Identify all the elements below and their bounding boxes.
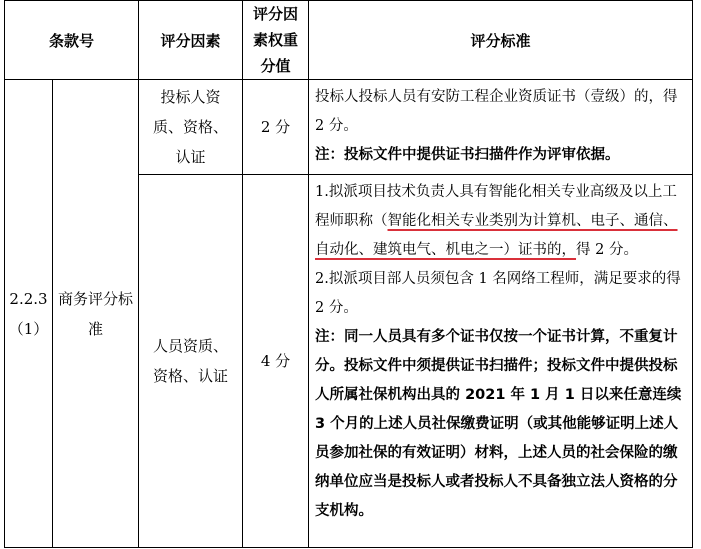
standard-cell bbox=[309, 80, 693, 175]
header-factor: 评分因素 bbox=[139, 1, 243, 80]
clause-number: 2.2.3 bbox=[9, 289, 48, 308]
header-clause-no: 条款号 bbox=[5, 1, 139, 80]
item1-tail: 得 2 分。 bbox=[576, 242, 638, 258]
factor-label: 人员资质、资格、认证 bbox=[153, 337, 229, 385]
table-row bbox=[5, 80, 693, 175]
item1-plain: 1.拟派项目技术负责人具有智能化相关专业高级及以上工程师职称（ bbox=[315, 184, 677, 229]
factor-label: 投标人资质、资格、认证 bbox=[153, 88, 229, 166]
header-row bbox=[5, 1, 693, 80]
clause-sub: （1） bbox=[8, 319, 49, 338]
weight-cell: 4 分 bbox=[243, 175, 309, 548]
factor-cell bbox=[139, 80, 243, 175]
item1-underlined: 智能化相关专业类别为计算机、电子、通信、自动化、建筑电气、机电之一）证书的， bbox=[315, 213, 678, 258]
header-standard: 评分标准 bbox=[309, 1, 693, 80]
standard-item-2: 2.拟派项目部人员须包含 1 名网络工程师，满足要求的得 2 分。 bbox=[315, 271, 681, 316]
standard-note: 注：投标文件中提供证书扫描件作为评审依据。 bbox=[315, 147, 620, 163]
standard-item-1 bbox=[315, 178, 688, 265]
clause-number-cell bbox=[5, 80, 53, 548]
factor-cell bbox=[139, 175, 243, 548]
standard-note: 注：同一人员具有多个证书仅按一个证书计算，不重复计分。投标文件中须提供证书扫描件；投标文件中提供投标人所属社保机构出具的 2021 年 1 月 1 日以来任意连续 3 个月的上述人员社保缴费证明（或其他能够证明上述人员参加社保的有效证明）材料，上述人员的社会保险的缴纳单位应当是投标人或者投标人不具备独立法人资格的分支机构。 bbox=[315, 329, 682, 519]
standard-text: 投标人投标人员有安防工程企业资质证书（壹级）的，得 2 分。 bbox=[315, 89, 678, 134]
standard-cell bbox=[309, 175, 693, 548]
category-label: 商务评分标准 bbox=[58, 289, 134, 338]
header-weight: 评分因素权重分值 bbox=[243, 1, 309, 80]
scoring-table bbox=[4, 0, 693, 548]
weight-cell: 2 分 bbox=[243, 80, 309, 175]
category-cell bbox=[53, 80, 139, 548]
